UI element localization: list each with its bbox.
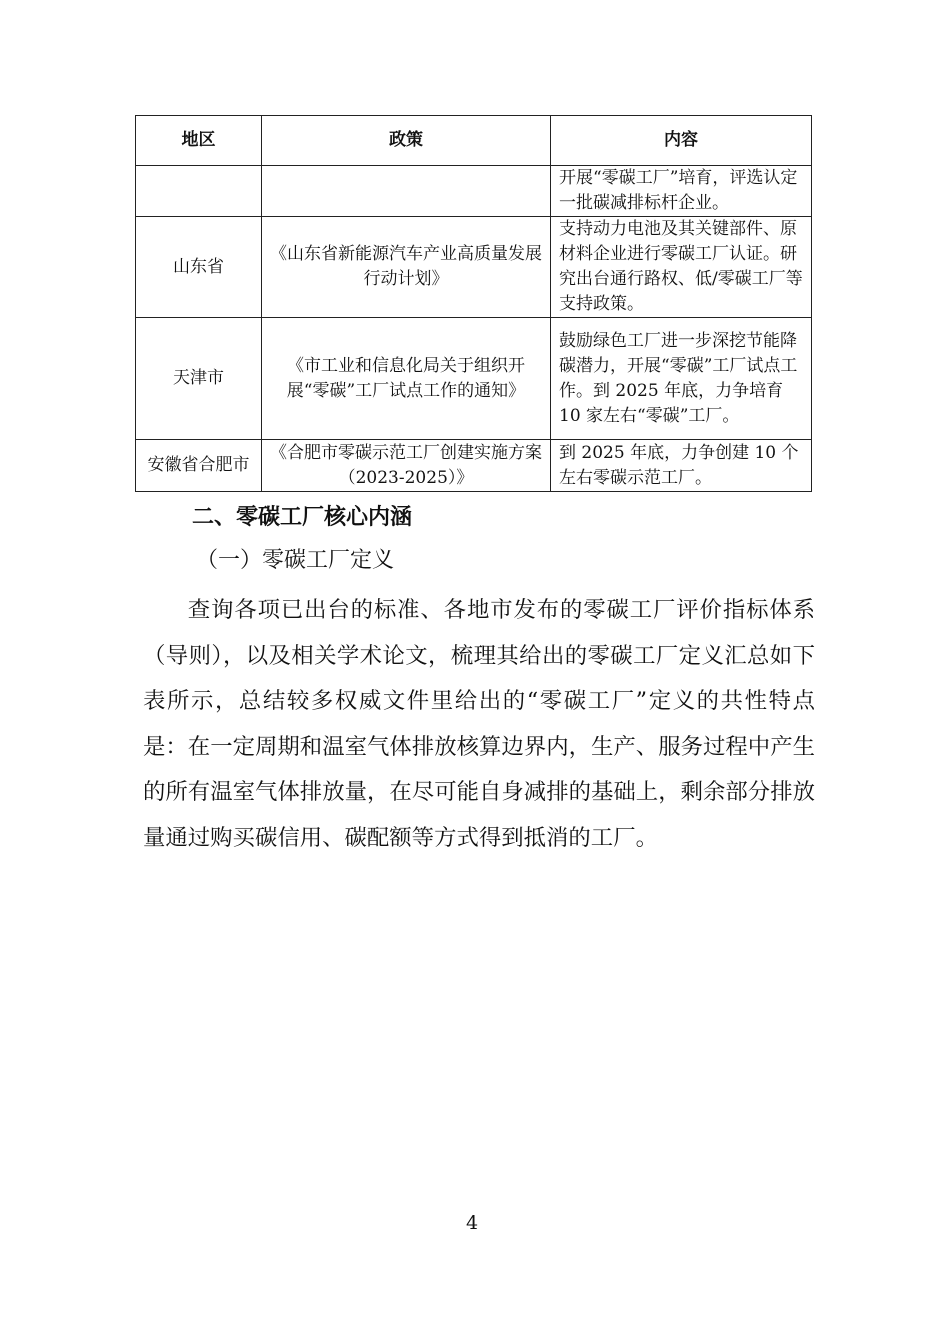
cell-region: 山东省 <box>136 217 262 318</box>
table-row <box>136 217 812 318</box>
cell-policy: 《山东省新能源汽车产业高质量发展行动计划》 <box>262 217 551 318</box>
cell-region: 安徽省合肥市 <box>136 440 262 492</box>
subsection-heading: （一）零碳工厂定义 <box>196 548 395 573</box>
cell-region: 天津市 <box>136 318 262 440</box>
table-row <box>136 440 812 492</box>
cell-region <box>136 166 262 217</box>
table-row <box>136 166 812 217</box>
body-paragraph: 查询各项已出台的标准、各地市发布的零碳工厂评价指标体系（导则），以及相关学术论文，梳理其给出的零碳工厂定义汇总如下表所示，总结较多权威文件里给出的“零碳工厂”定义的共性特点是：在一定周期和温室气体排放核算边界内，生产、服务过程中产生的所有温室气体排放量，在尽可能自身减排的基础上，剩余部分排放量通过购买碳信用、碳配额等方式得到抵消的工厂。 <box>143 597 815 851</box>
cell-content: 到 2025 年底，力争创建 10 个左右零碳示范工厂。 <box>551 440 812 492</box>
cell-policy: 《合肥市零碳示范工厂创建实施方案（2023-2025）》 <box>262 440 551 492</box>
cell-content: 支持动力电池及其关键部件、原材料企业进行零碳工厂认证。研究出台通行路权、低/零碳工厂等支持政策。 <box>551 217 812 318</box>
table-row <box>136 318 812 440</box>
page-number: 4 <box>465 1212 479 1234</box>
section-heading: 二、零碳工厂核心内涵 <box>192 505 413 530</box>
cell-policy: 《市工业和信息化局关于组织开展“零碳”工厂试点工作的通知》 <box>262 318 551 440</box>
cell-content: 开展“零碳工厂”培育，评选认定一批碳减排标杆企业。 <box>551 166 812 217</box>
header-policy: 政策 <box>262 116 551 166</box>
cell-policy <box>262 166 551 217</box>
table-header-row <box>136 116 812 166</box>
header-content: 内容 <box>551 116 812 166</box>
cell-content: 鼓励绿色工厂进一步深挖节能降碳潜力，开展“零碳”工厂试点工作。到 2025 年底，力争培育 10 家左右“零碳”工厂。 <box>551 318 812 440</box>
header-region: 地区 <box>136 116 262 166</box>
policy-table <box>135 115 812 492</box>
